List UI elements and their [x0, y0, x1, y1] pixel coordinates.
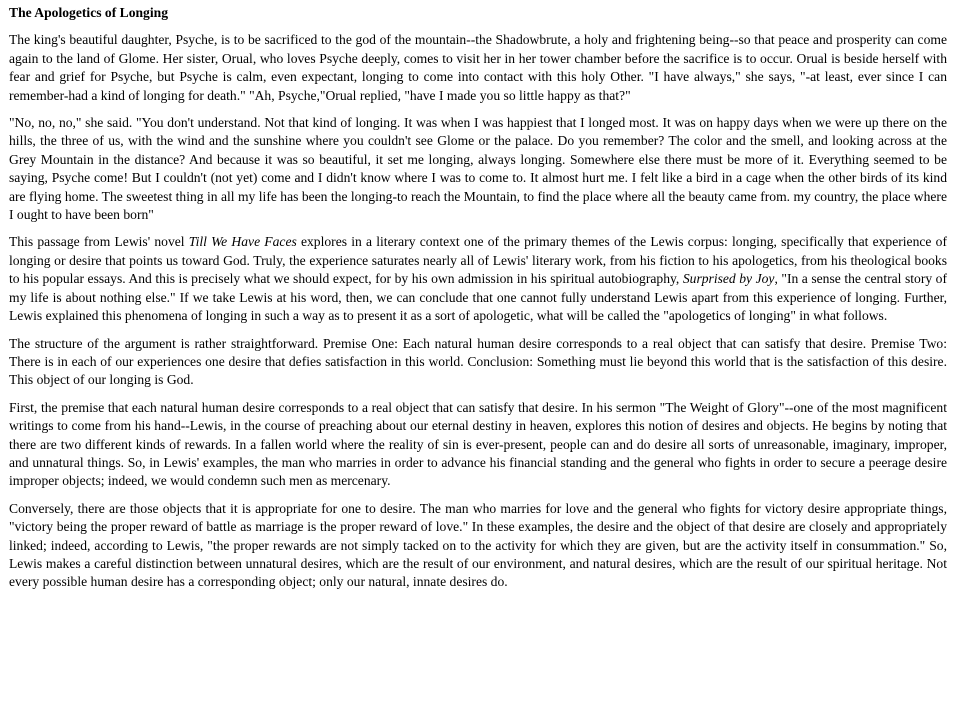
paragraph-1: The king's beautiful daughter, Psyche, is to be sacrificed to the god of the mountain--the Shadowbrute, a holy and frightening being--so that peace and prosperity can come again to the land of Glome. Her sister, Orual, who loves Psyche deeply, comes to visit her in her tower chamber before the sacrifice is to occur. Orual is beside herself with fear and grief for Psyche, but Psyche is calm, even expectant, longing to come into contact with this holy Other. "I have always," she says, "-at least, ever since I can remember-had a kind of longing for death." "Ah, Psyche,"Orual replied, "have I made you so little happy as that?" [9, 32, 947, 103]
paragraph-3 [9, 233, 947, 325]
paragraph-4: The structure of the argument is rather straightforward. Premise One: Each natural human desire corresponds to a real object that can satisfy that desire. Premise Two: There is in each of our experiences one desire that defies satisfaction in this world. Conclusion: Something must lie beyond this world that is the satisfaction of this desire. This object of our longing is God. [9, 335, 947, 388]
paragraph-5: First, the premise that each natural human desire corresponds to a real object that can satisfy that desire. In his sermon "The Weight of Glory"--one of the most magnificent writings to come from his hand--Lewis, in the course of preaching about our eternal destiny in heaven, explores this notion of desires and objects. He begins by noting that there are two different kinds of rewards. In a fallen world where the reality of sin is ever-present, people can and do desire all sorts of unreasonable, imaginary, improper, and unnatural things. So, in Lewis' examples, the man who marries in order to advance his financial standing and the general who fights in order to secure a peerage desire improper objects; indeed, we would condemn such men as mercenary. [9, 399, 947, 489]
document-title: The Apologetics of Longing [9, 5, 168, 20]
book-title-surprised-by-joy: Surprised by Joy [682, 271, 775, 287]
paragraph-3-part-a: This passage from Lewis' novel [9, 234, 189, 250]
paragraph-6: Conversely, there are those objects that it is appropriate for one to desire. The man who marries for love and the general who fights for victory desire appropriate things, "victory being the proper reward of battle as marriage is the proper reward of love." In these examples, the desire and the object of that desire are closely and appropriately linked; indeed, according to Lewis, "the proper rewards are not simply tacked on to the activity for which they are given, but are the activity itself in consummation." So, Lewis makes a careful distinction between unnatural desires, which are the result of our environment, and natural desires, which are the result of our spiritual heritage. Not every possible human desire has a corresponding object; only our natural, innate desires do. [9, 500, 947, 590]
paragraph-3-part-b: explores in a literary context one of the primary themes of the Lewis corpus: longing, specifically that experience of longing or desire that points us toward God. Truly, the experience saturates nearly all of Lewis' literary work, from his fiction to his apologetics, from his theological books to his popular essays. And this is precisely what we should expect, for by his own admission in his spiritual autobiography, [9, 234, 947, 287]
book-title-till-we-have-faces: Till We Have Faces [188, 234, 297, 250]
document-body [9, 4, 947, 601]
paragraph-2: "No, no, no," she said. "You don't understand. Not that kind of longing. It was when I was happiest that I longed most. It was on happy days when we were up there on the hills, the three of us, with the wind and the sunshine where you couldn't see Glome or the palace. Do you remember? The color and the smell, and looking across at the Grey Mountain in the distance? And because it was so beautiful, it set me longing, always longing. Somewhere else there must be more of it. Everything seemed to be saying, Psyche come! But I couldn't (not yet) come and I didn't know where I was to come to. It almost hurt me. I felt like a bird in a cage when the other birds of its kind are flying home. The sweetest thing in all my life has been the longing-to reach the Mountain, to find the place where all the beauty came from. my country, the place where I ought to have been born" [9, 115, 947, 223]
paragraph-3-part-c: , "In a sense the central story of my life is about nothing else." If we take Lewis at his word, then, we can conclude that one cannot fully understand Lewis apart from this experience of longing. Further, Lewis explained this phenomena of longing in such a way as to present it as a sort of apologetic, what will be called the "apologetics of longing" in what follows. [9, 271, 947, 324]
